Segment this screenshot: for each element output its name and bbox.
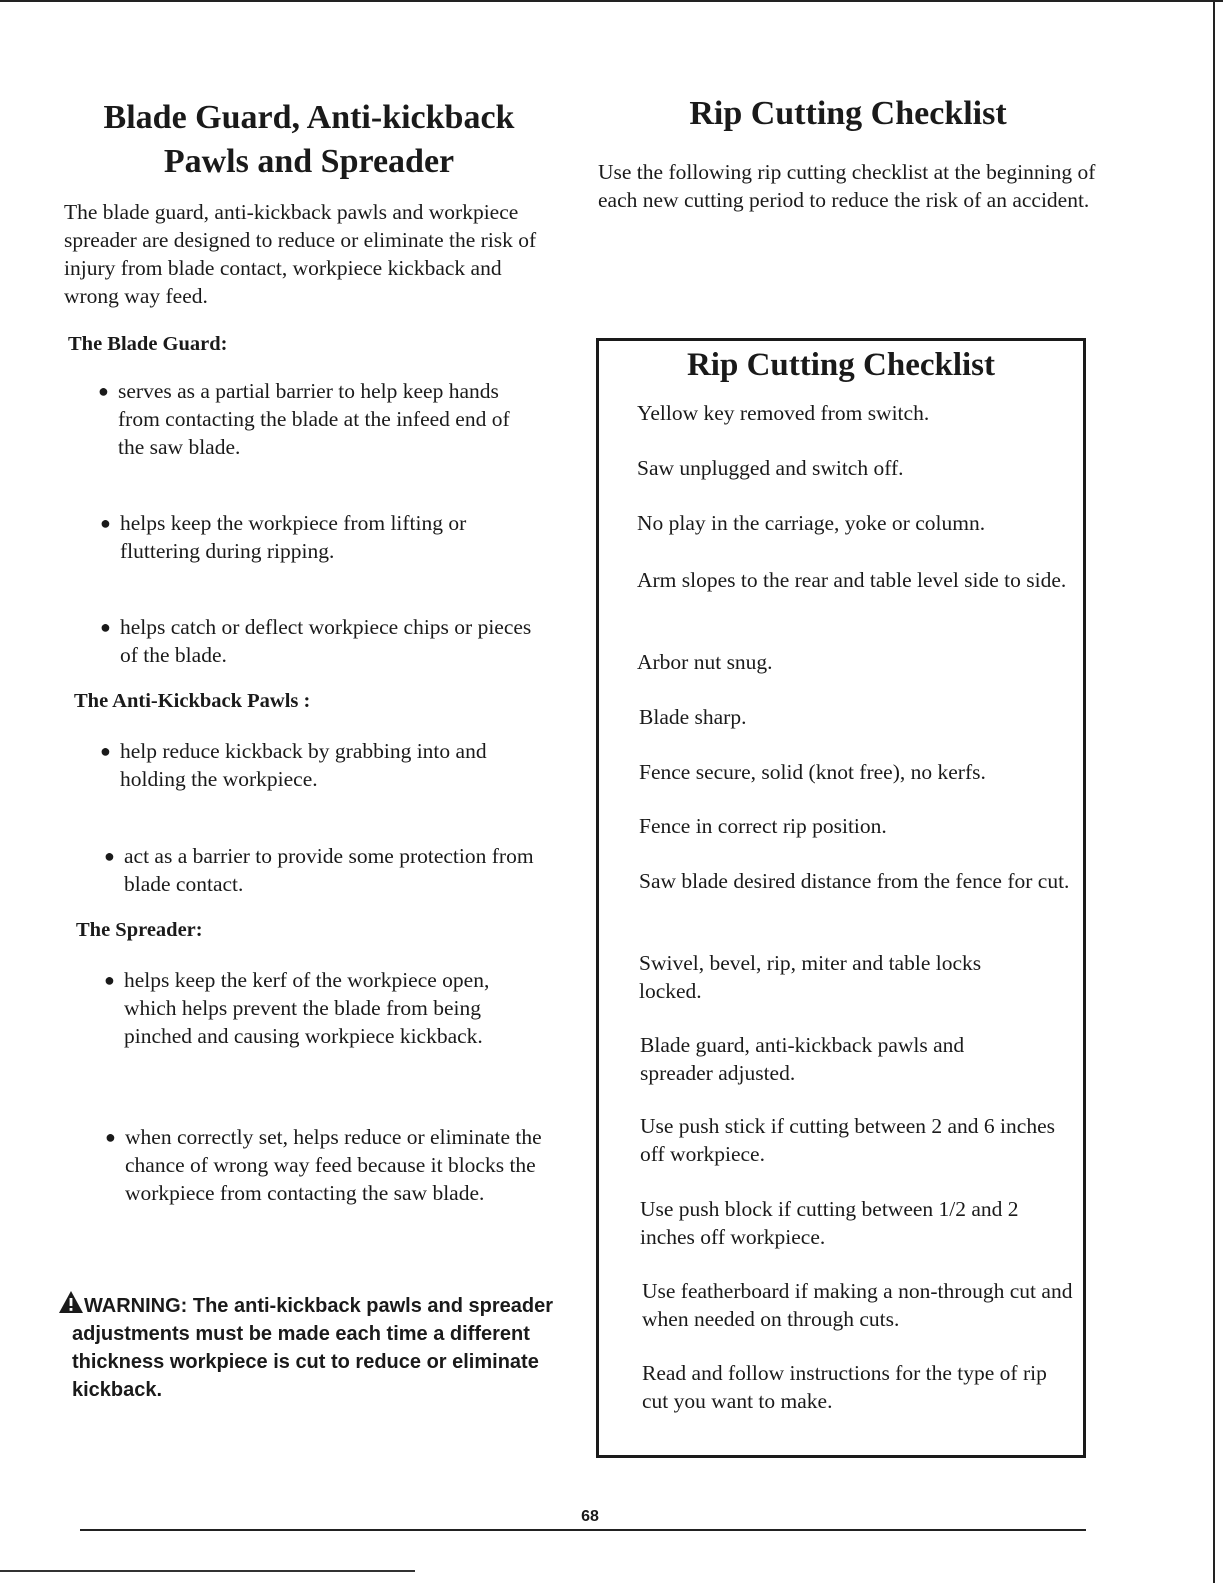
page-border-right — [1213, 0, 1215, 1583]
warning-triangle-icon — [58, 1290, 84, 1314]
checklist-box-title: Rip Cutting Checklist — [686, 347, 996, 383]
page-border-top — [0, 0, 1223, 2]
bullet-dot: ● — [100, 617, 111, 637]
bullet-dot: ● — [100, 513, 111, 533]
heading-line-2: Pawls and Spreader — [163, 143, 455, 180]
section-title-spreader: The Spreader: — [76, 919, 203, 941]
bullet-item — [100, 509, 540, 565]
blade-guard-intro: The blade guard, anti-kickback pawls and workpiece spreader are designed to reduce or eliminate the risk of injury from blade contact, workpiece kickback and wrong way feed. — [64, 200, 537, 308]
checklist-item: Use push stick if cutting between 2 and 6 inches off workpiece. — [640, 1114, 1055, 1166]
checklist-item: Use push block if cutting between 1/2 and 2 inches off workpiece. — [640, 1197, 1019, 1249]
footer-rule — [80, 1529, 1086, 1531]
checklist-item: Yellow key removed from switch. — [637, 401, 930, 425]
bullet-text: when correctly set, helps reduce or eliminate the chance of wrong way feed because it blocks the workpiece from contacting the saw blade. — [125, 1125, 542, 1205]
bullet-item — [104, 842, 544, 898]
checklist-item: Use featherboard if making a non-through cut and when needed on through cuts. — [642, 1279, 1073, 1331]
page-number: 68 — [581, 1508, 599, 1525]
bullet-text: act as a barrier to provide some protection from blade contact. — [124, 844, 534, 896]
left-column — [64, 96, 554, 310]
bullet-item — [100, 613, 540, 669]
rip-checklist-heading: Rip Cutting Checklist — [689, 95, 1007, 132]
bullet-item — [104, 966, 544, 1050]
rip-checklist-intro: Use the following rip cutting checklist at the beginning of each new cutting period to reduce the risk of an accident. — [598, 160, 1096, 212]
bullet-item — [98, 377, 538, 461]
heading-line-1: Blade Guard, Anti-kickback — [103, 99, 515, 136]
checklist-item: Blade sharp. — [639, 705, 747, 729]
bullet-text: helps keep the workpiece from lifting or fluttering during ripping. — [120, 511, 467, 563]
warning-callout — [72, 1290, 562, 1404]
right-column — [598, 92, 1098, 214]
blade-guard-heading — [64, 96, 554, 184]
checklist-item: Arm slopes to the rear and table level side to side. — [637, 568, 1067, 592]
section-title-blade-guard: The Blade Guard: — [68, 333, 228, 355]
checklist-item: Blade guard, anti-kickback pawls and spreader adjusted. — [640, 1033, 965, 1085]
bottom-edge-rule — [0, 1570, 415, 1572]
checklist-item: Arbor nut snug. — [637, 650, 773, 674]
checklist-item: No play in the carriage, yoke or column. — [637, 511, 986, 535]
checklist-item: Fence secure, solid (knot free), no kerfs. — [639, 760, 986, 784]
checklist-item: Saw blade desired distance from the fence for cut. — [639, 869, 1070, 893]
warning-text: WARNING: The anti-kickback pawls and spreader adjustments must be made each time a different thickness workpiece is cut to reduce or eliminate kickback. — [72, 1295, 554, 1401]
bullet-dot: ● — [104, 846, 115, 866]
rip-checklist-box — [596, 338, 1086, 1458]
section-title-anti-kickback: The Anti-Kickback Pawls : — [74, 690, 311, 712]
bullet-text: help reduce kickback by grabbing into and holding the workpiece. — [120, 739, 487, 791]
checklist-item: Read and follow instructions for the type of rip cut you want to make. — [642, 1361, 1047, 1413]
bullet-dot: ● — [100, 741, 111, 761]
bullet-item — [100, 737, 540, 793]
bullet-text: serves as a partial barrier to help keep hands from contacting the blade at the infeed end of the saw blade. — [118, 379, 510, 459]
bullet-dot: ● — [105, 1127, 116, 1147]
checklist-item: Saw unplugged and switch off. — [637, 456, 904, 480]
checklist-item: Swivel, bevel, rip, miter and table locks locked. — [639, 951, 982, 1003]
bullet-dot: ● — [104, 970, 115, 990]
bullet-dot: ● — [98, 381, 109, 401]
checklist-item: Fence in correct rip position. — [639, 814, 887, 838]
bullet-text: helps keep the kerf of the workpiece open, which helps prevent the blade from being pinched and causing workpiece kickback. — [124, 968, 490, 1048]
bullet-text: helps catch or deflect workpiece chips or pieces of the blade. — [120, 615, 532, 667]
bullet-item — [105, 1123, 545, 1207]
